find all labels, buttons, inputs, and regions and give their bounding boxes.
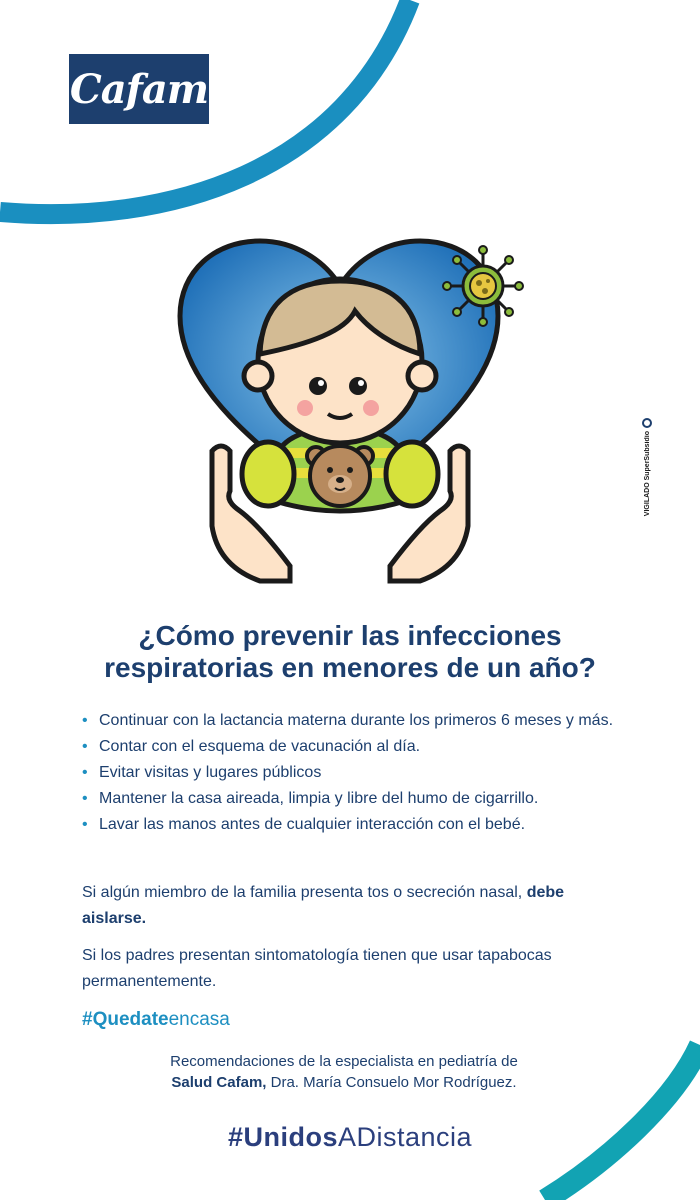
virus-icon [443, 246, 523, 326]
cafam-logo: Cafam [69, 54, 209, 124]
vigilado-text: VIGILADO SuperSubsidio [643, 431, 651, 517]
hashtag-unidos-adistancia [100, 1120, 600, 1154]
title-line-1: ¿Cómo prevenir las infecciones [138, 620, 562, 651]
vigilado-supersubsidio-seal [636, 418, 658, 530]
prevention-tips-list [82, 708, 642, 838]
credits-rest: Dra. María Consuelo Mor Rodríguez. [266, 1074, 517, 1091]
list-item: • Evitar visitas y lugares públicos [82, 760, 642, 786]
specialist-credits [70, 1051, 618, 1093]
list-item: • Continuar con la lactancia materna durante los primeros 6 meses y más. [82, 708, 642, 734]
left-arm [242, 442, 294, 506]
supersubsidio-logo-icon [642, 418, 652, 428]
hashtag-quedate-rest: encasa [168, 1009, 230, 1030]
list-item: • Mantener la casa aireada, limpia y libre del humo de cigarrillo. [82, 786, 642, 812]
baby-illustration [170, 236, 540, 586]
hashtag-quedate-encasa [82, 1007, 230, 1033]
list-item: • Contar con el esquema de vacunación al día. [82, 734, 642, 760]
credits-bold: Salud Cafam, [171, 1074, 267, 1091]
isolation-advice-bold: debe aislarse. [82, 884, 565, 927]
hashtag-quedate-bold: #Quedate [82, 1009, 169, 1030]
right-arm [386, 442, 438, 506]
isolation-advice-text: Si algún miembro de la familia presenta tos o secreción nasal, [82, 884, 523, 901]
credits-line-1: Recomendaciones de la especialista en pediatría de [170, 1053, 518, 1070]
isolation-advice [82, 880, 602, 932]
hashtag-unidos-rest: ADistancia [337, 1122, 473, 1152]
mask-advice: Si los padres presentan sintomatología tienen que usar tapabocas permanentemente. [82, 947, 552, 990]
title-line-2: respiratorias en menores de un año? [104, 652, 596, 683]
hashtag-unidos-bold: #Unidos [227, 1122, 338, 1152]
teddy-bear-icon [307, 446, 373, 506]
page-title [70, 620, 630, 684]
list-item: • Lavar las manos antes de cualquier interacción con el bebé. [82, 812, 642, 838]
